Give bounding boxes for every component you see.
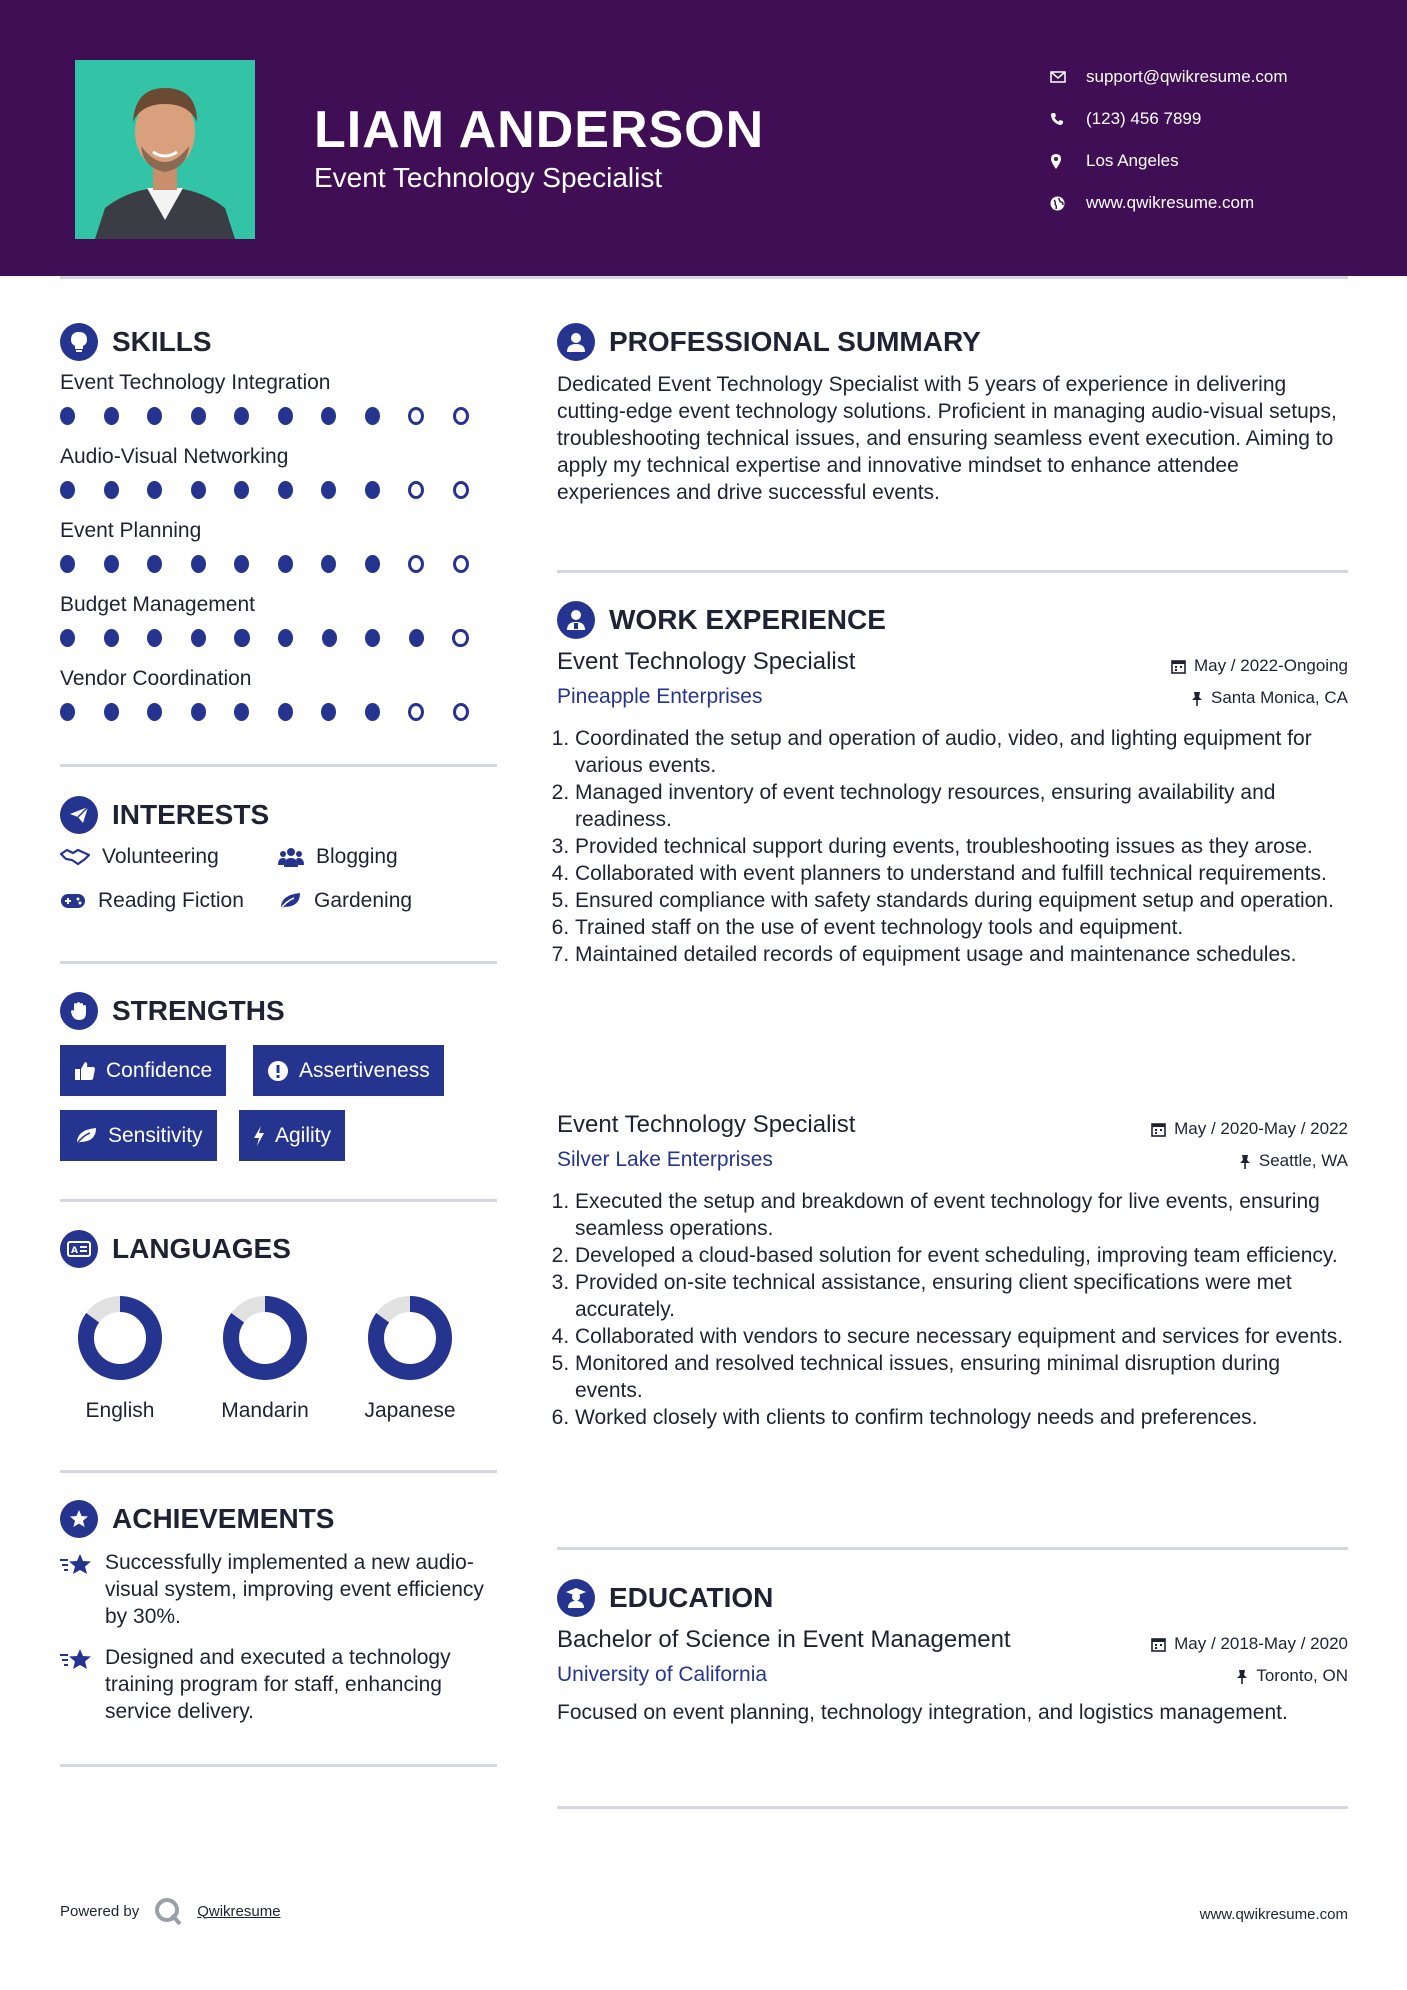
job-bullet: 5. Monitored and resolved technical issues, ensuring minimal disruption during events. xyxy=(575,1350,1348,1404)
job-bullet: 1. Executed the setup and breakdown of event technology for live events, ensuring seamless operations. xyxy=(575,1188,1348,1242)
contact-email-text: support@qwikresume.com xyxy=(1086,67,1288,86)
rating-dot-filled xyxy=(321,703,336,721)
rating-dot-filled xyxy=(60,555,75,573)
footer-branding xyxy=(60,1896,281,1926)
summary-text: Dedicated Event Technology Specialist with 5 years of experience in delivering cutting-edge event technology solutions. Proficient in managing audio-visual setups, troubleshooting technical issues, and ensuring seamless event execution. Aiming to apply my technical expertise and innovative mindset to enhance attendee experiences and drive successful events. xyxy=(557,373,1337,504)
strength-badge xyxy=(239,1110,345,1161)
interest-item xyxy=(278,845,398,869)
section-divider xyxy=(60,1199,497,1202)
languages-heading: A LANGUAGES xyxy=(60,1230,291,1268)
job-location: Santa Monica, CA xyxy=(1191,688,1348,708)
skill-item xyxy=(60,593,497,667)
education-dates: May / 2018-May / 2020 xyxy=(1151,1634,1348,1654)
powered-by-text: Powered by xyxy=(60,1902,140,1920)
rating-dot-filled xyxy=(104,629,119,647)
skills-list xyxy=(60,371,497,741)
job-title: Event Technology Specialist xyxy=(557,1111,856,1138)
job-bullet: 4. Collaborated with vendors to secure necessary equipment and services for events. xyxy=(575,1323,1348,1350)
job-bullets xyxy=(557,725,1348,968)
rating-dot-filled xyxy=(234,629,249,647)
strength-badge xyxy=(60,1045,226,1096)
rating-dot-empty xyxy=(408,481,424,499)
skill-rating xyxy=(60,401,497,445)
rating-dot-filled xyxy=(365,481,380,499)
strength-label: Assertiveness xyxy=(299,1058,430,1082)
rating-dot-empty xyxy=(453,407,469,425)
rating-dot-empty xyxy=(408,555,424,573)
rating-dot-filled xyxy=(191,629,206,647)
achievement-text: Successfully implemented a new audio-visual system, improving event efficiency by 30%. xyxy=(105,1551,484,1628)
hand-icon xyxy=(60,992,98,1030)
leaf-icon xyxy=(74,1126,98,1146)
skill-rating xyxy=(60,623,497,667)
skill-name: Event Technology Integration xyxy=(60,371,331,394)
skill-item xyxy=(60,519,497,593)
section-divider xyxy=(557,570,1348,573)
rating-dot-filled xyxy=(321,481,336,499)
job-bullet: 2. Managed inventory of event technology resources, ensuring availability and readiness. xyxy=(575,779,1348,833)
rating-dot-filled xyxy=(191,481,206,499)
skill-rating xyxy=(60,475,497,519)
rating-dot-empty xyxy=(452,629,468,647)
map-pin-icon xyxy=(1050,154,1086,169)
interest-item xyxy=(278,889,412,913)
rating-dot-filled xyxy=(191,555,206,573)
exclamation-icon xyxy=(267,1060,289,1082)
rating-dot-filled xyxy=(147,481,162,499)
rating-dot-filled xyxy=(234,703,249,721)
job-bullets xyxy=(557,1188,1348,1431)
language-name: English xyxy=(85,1399,155,1422)
rating-dot-empty xyxy=(453,481,469,499)
leaf-icon xyxy=(278,891,302,911)
job-bullet: 3. Provided on-site technical assistance, ensuring client specifications were met accurately. xyxy=(575,1269,1348,1323)
achievement-text: Designed and executed a technology training program for staff, enhancing service delivery. xyxy=(105,1646,451,1723)
job-bullet: 3. Provided technical support during events, troubleshooting issues as they arose. xyxy=(575,833,1348,860)
interest-item xyxy=(60,889,244,913)
header-divider xyxy=(60,276,1348,279)
strengths-heading: STRENGTHS xyxy=(60,992,285,1030)
thumbs-up-icon xyxy=(74,1061,96,1081)
candidate-title: Event Technology Specialist xyxy=(314,162,663,193)
job-bullet: 6. Trained staff on the use of event technology tools and equipment. xyxy=(575,914,1348,941)
interest-label: Gardening xyxy=(314,889,413,912)
contact-email[interactable] xyxy=(1050,56,1380,98)
paper-plane-icon xyxy=(60,796,98,834)
strength-badge xyxy=(60,1110,217,1161)
job-bullet: 2. Developed a cloud-based solution for event scheduling, improving team efficiency. xyxy=(575,1242,1348,1269)
language-donut xyxy=(222,1295,308,1381)
rating-dot-filled xyxy=(365,629,380,647)
section-divider xyxy=(557,1806,1348,1809)
strength-label: Agility xyxy=(275,1123,332,1147)
rating-dot-filled xyxy=(234,407,249,425)
skill-name: Budget Management xyxy=(60,593,255,616)
contact-phone-text: (123) 456 7899 xyxy=(1086,109,1202,128)
pushpin-icon xyxy=(1239,1154,1251,1169)
job-bullet: 4. Collaborated with event planners to understand and fulfill technical requirements. xyxy=(575,860,1348,887)
candidate-name: LIAM ANDERSON xyxy=(314,101,765,159)
achievement-item xyxy=(60,1549,500,1630)
gamepad-icon xyxy=(60,893,86,909)
rating-dot-filled xyxy=(147,555,162,573)
summary-heading: PROFESSIONAL SUMMARY xyxy=(557,323,981,361)
rating-dot-filled xyxy=(104,481,119,499)
globe-icon xyxy=(1050,196,1086,211)
skill-name: Audio-Visual Networking xyxy=(60,445,289,468)
handshake-icon xyxy=(60,848,90,866)
calendar-icon xyxy=(1171,659,1186,674)
achievement-item xyxy=(60,1644,500,1725)
company-name: Pineapple Enterprises xyxy=(557,685,763,708)
rating-dot-filled xyxy=(234,481,249,499)
rating-dot-filled xyxy=(191,407,206,425)
rating-dot-filled xyxy=(60,703,75,721)
degree-title: Bachelor of Science in Event Management xyxy=(557,1626,1011,1653)
rating-dot-filled xyxy=(104,703,119,721)
experience-heading: WORK EXPERIENCE xyxy=(557,601,886,639)
contact-list xyxy=(1050,56,1380,224)
job-dates: May / 2020-May / 2022 xyxy=(1151,1119,1348,1139)
section-divider xyxy=(60,1470,497,1473)
strength-label: Confidence xyxy=(106,1058,213,1082)
star-badge-icon xyxy=(60,1500,98,1538)
users-icon xyxy=(278,846,304,868)
interest-label: Reading Fiction xyxy=(98,889,244,912)
section-divider xyxy=(557,1547,1348,1550)
header-banner xyxy=(0,0,1407,276)
contact-phone[interactable] xyxy=(1050,98,1380,140)
skill-item xyxy=(60,667,497,741)
rating-dot-filled xyxy=(147,703,162,721)
rating-dot-filled xyxy=(147,629,162,647)
skill-name: Event Planning xyxy=(60,519,202,542)
interest-label: Blogging xyxy=(316,845,398,868)
svg-text:A: A xyxy=(71,1246,78,1256)
skills-heading: SKILLS xyxy=(60,323,212,361)
rating-dot-filled xyxy=(147,407,162,425)
bolt-icon xyxy=(253,1125,265,1147)
education-heading: EDUCATION xyxy=(557,1579,773,1617)
rating-dot-filled xyxy=(321,407,336,425)
rating-dot-filled xyxy=(278,555,293,573)
section-divider xyxy=(60,1764,497,1767)
job-dates: May / 2022-Ongoing xyxy=(1171,656,1348,676)
rating-dot-empty xyxy=(453,555,469,573)
language-donut xyxy=(367,1295,453,1381)
rating-dot-filled xyxy=(191,703,206,721)
rating-dot-filled xyxy=(322,629,337,647)
qwikresume-link[interactable]: Qwikresume xyxy=(197,1902,281,1920)
rating-dot-filled xyxy=(278,481,293,499)
job-entry xyxy=(557,1111,1348,1501)
rating-dot-empty xyxy=(408,407,424,425)
skill-rating xyxy=(60,549,497,593)
phone-icon xyxy=(1050,112,1086,126)
skill-item xyxy=(60,371,497,445)
rating-dot-filled xyxy=(409,629,424,647)
profile-photo xyxy=(75,60,255,239)
language-name: Japanese xyxy=(364,1399,456,1422)
rating-dot-empty xyxy=(408,703,424,721)
rating-dot-filled xyxy=(60,407,75,425)
rating-dot-filled xyxy=(104,555,119,573)
envelope-icon xyxy=(1050,71,1086,83)
star-icon xyxy=(60,1644,105,1725)
language-donut xyxy=(77,1295,163,1381)
rating-dot-filled xyxy=(234,555,249,573)
job-title: Event Technology Specialist xyxy=(557,648,856,675)
contact-location xyxy=(1050,140,1380,182)
language-item xyxy=(60,1295,180,1423)
user-icon xyxy=(557,323,595,361)
rating-dot-filled xyxy=(278,407,293,425)
interest-item xyxy=(60,845,219,869)
job-bullet: 7. Maintained detailed records of equipment usage and maintenance schedules. xyxy=(575,941,1348,968)
job-bullet: 1. Coordinated the setup and operation of audio, video, and lighting equipment for various events. xyxy=(575,725,1348,779)
pushpin-icon xyxy=(1236,1669,1248,1684)
rating-dot-filled xyxy=(365,407,380,425)
section-divider xyxy=(60,961,497,964)
interest-label: Volunteering xyxy=(102,845,219,868)
rating-dot-filled xyxy=(365,703,380,721)
contact-website[interactable] xyxy=(1050,182,1380,224)
achievements-heading: ACHIEVEMENTS xyxy=(60,1500,334,1538)
job-location: Seattle, WA xyxy=(1239,1151,1348,1171)
rating-dot-filled xyxy=(321,555,336,573)
school-name: University of California xyxy=(557,1663,768,1686)
rating-dot-filled xyxy=(60,629,75,647)
calendar-icon xyxy=(1151,1122,1166,1137)
language-item xyxy=(205,1295,325,1423)
education-entry xyxy=(557,1626,1348,1766)
skill-rating xyxy=(60,697,497,741)
graduate-icon xyxy=(557,1579,595,1617)
job-bullet: 5. Ensured compliance with safety standards during equipment setup and operation. xyxy=(575,887,1348,914)
interests-heading: INTERESTS xyxy=(60,796,269,834)
rating-dot-filled xyxy=(278,629,293,647)
contact-website-text: www.qwikresume.com xyxy=(1086,193,1255,212)
rating-dot-empty xyxy=(453,703,469,721)
calendar-icon xyxy=(1151,1637,1166,1652)
language-name: Mandarin xyxy=(221,1399,309,1422)
job-entry xyxy=(557,648,1348,1078)
star-icon xyxy=(60,1549,105,1630)
rating-dot-filled xyxy=(278,703,293,721)
rating-dot-filled xyxy=(365,555,380,573)
rating-dot-filled xyxy=(60,481,75,499)
education-description: Focused on event planning, technology integration, and logistics management. xyxy=(557,1701,1288,1724)
footer-site-link[interactable]: www.qwikresume.com xyxy=(1199,1906,1348,1923)
pushpin-icon xyxy=(1191,691,1203,706)
qwikresume-logo-icon xyxy=(153,1896,183,1926)
language-icon xyxy=(60,1230,98,1268)
language-item xyxy=(350,1295,470,1423)
strength-badge xyxy=(253,1045,444,1096)
lightbulb-icon xyxy=(60,323,98,361)
strength-label: Sensitivity xyxy=(108,1123,203,1147)
section-divider xyxy=(60,764,497,767)
job-bullet: 6. Worked closely with clients to confirm technology needs and preferences. xyxy=(575,1404,1348,1431)
education-location: Toronto, ON xyxy=(1236,1666,1348,1686)
skill-item xyxy=(60,445,497,519)
rating-dot-filled xyxy=(104,407,119,425)
contact-location-text: Los Angeles xyxy=(1086,151,1179,170)
company-name: Silver Lake Enterprises xyxy=(557,1148,773,1171)
skill-name: Vendor Coordination xyxy=(60,667,252,690)
briefcase-user-icon xyxy=(557,601,595,639)
